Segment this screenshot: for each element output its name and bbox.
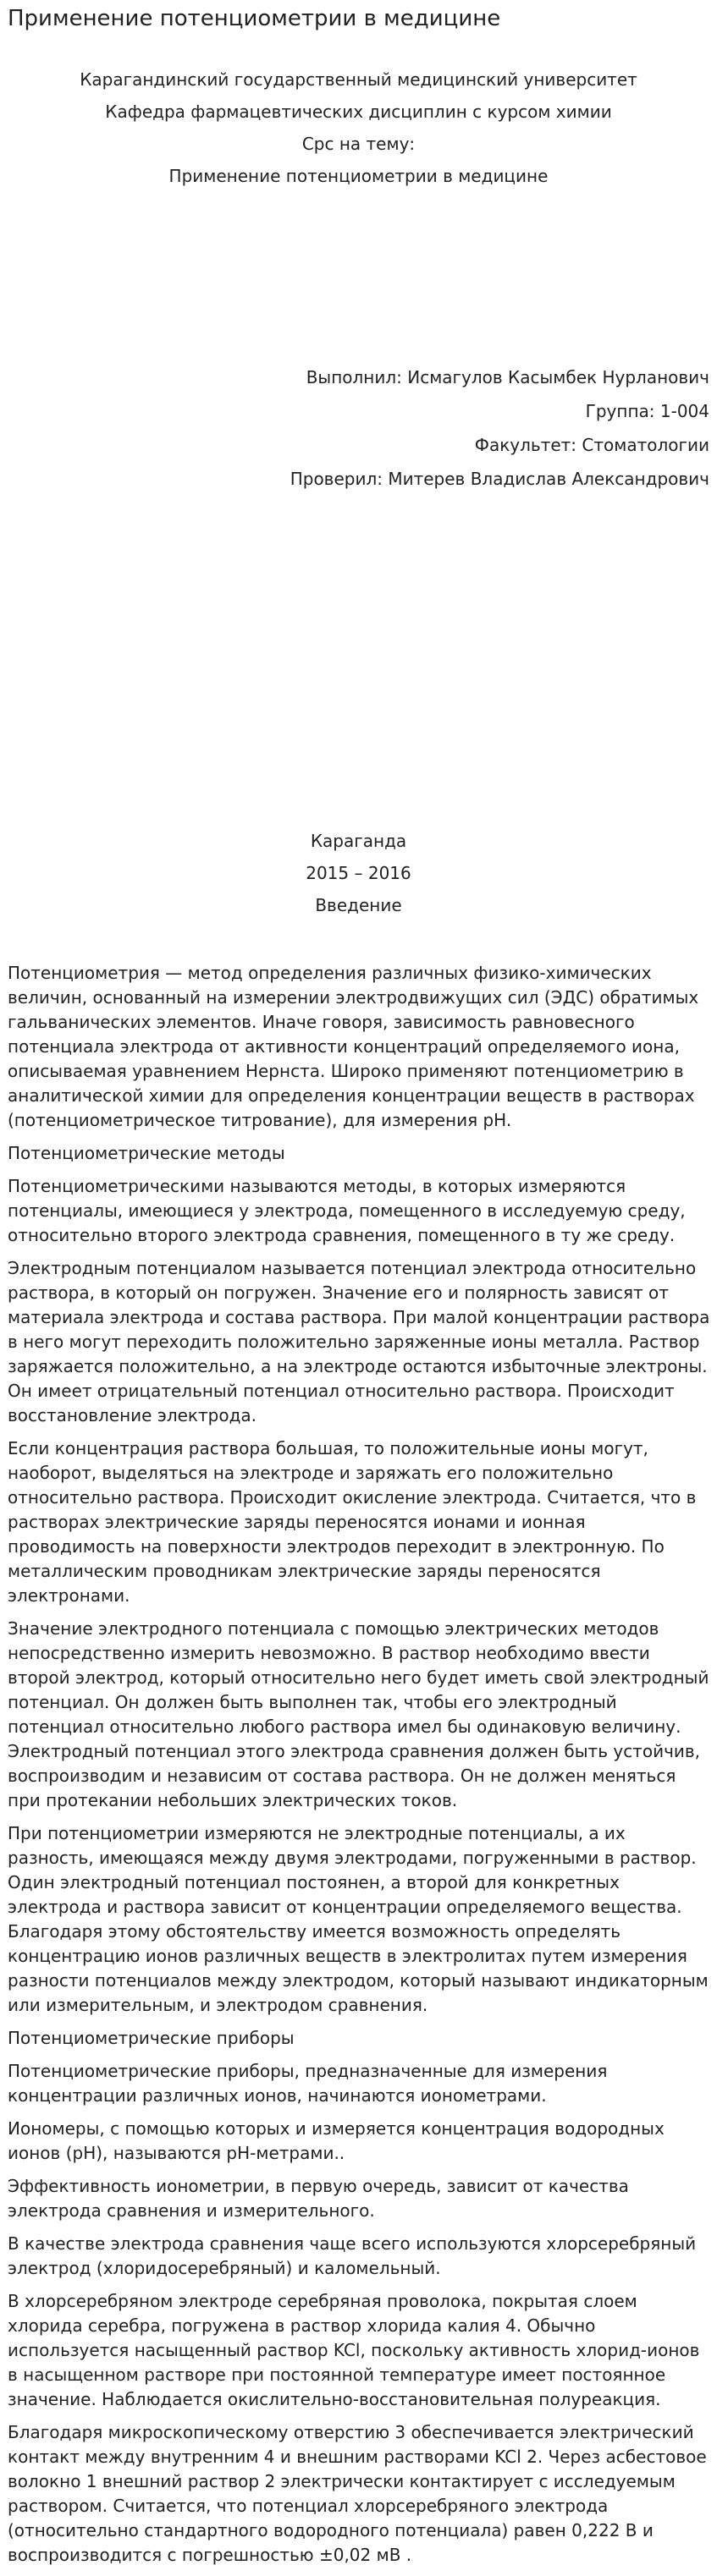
- paragraph: Благодаря микроскопическому отверстию 3 обеспечивается электрический контакт между внутренним 4 и внешним растворами KCl 2. Через асбестовое волокно 1 внешний раствор 2 электрически контактирует с исследуемым раствором. Считается, что потенциал хлорсеребряного электрода (относительно стандартного водородного потенциала) равен 0,222 В и воспроизводится с погрешностью ±0,02 мВ .: [8, 2422, 707, 2565]
- paragraph: Эффективность ионометрии, в первую очередь, зависит от качества электрода сравнения и измерительного.: [8, 2176, 629, 2221]
- paragraph: Потенциометрические приборы, предназначенные для измерения концентрации различных ионов, начинаются ионометрами.: [8, 2061, 608, 2106]
- section-heading-devices: Потенциометрические приборы: [8, 2028, 295, 2048]
- srs-label: Срс на тему:: [301, 134, 416, 154]
- title-header-block: [0, 68, 717, 196]
- intro-heading: Введение: [315, 895, 402, 915]
- group: Группа: 1-004: [585, 401, 709, 421]
- years: 2015 – 2016: [306, 863, 411, 883]
- faculty: Факультет: Стоматологии: [474, 435, 709, 455]
- body-text: [8, 961, 712, 2576]
- paragraph: В хлорсеребряном электроде серебряная проволока, покрытая слоем хлорида серебра, погружена в раствор хлорида калия 4. Обычно используется насыщенный раствор KCl, поскольку активность хлорид-ионов в насыщенном растворе при постоянной температуре имеет постоянное значение. Наблюдается окислительно-восстановительная полуреакция.: [8, 2291, 700, 2409]
- performed-by: Выполнил: Исмагулов Касымбек Нурланович: [306, 367, 709, 387]
- paragraph: Потенциометрия — метод определения различных физико-химических величин, основанный на измерении электродвижущих сил (ЭДС) обратимых гальванических элементов. Иначе говоря, зависимость равновесного потенциала электрода от активности концентраций определяемого иона, описываемая уравнением Нернста. Широко применяют потенциометрию в аналитической химии для определения концентрации веществ в растворах (потенциометрическое титрование), для измерения pH.: [8, 963, 699, 1130]
- city-year-block: [0, 829, 717, 925]
- paragraph: Потенциометрическими называются методы, в которых измеряются потенциалы, имеющиеся у электрода, помещенного в исследуемую среду, относительно второго электрода сравнения, помещенного в ту же среду.: [8, 1176, 686, 1245]
- paragraph: Если концентрация раствора большая, то положительные ионы могут, наоборот, выделяться на электроде и заряжать его положительно относительно раствора. Происходит окисление электрода. Считается, что в растворах электрические заряды переносятся ионами и ионная проводимость на поверхности электродов переходит в электронную. По металлическим проводникам электрические заряды переносятся электронами.: [8, 1438, 697, 1606]
- department-name: Кафедра фармацевтических дисциплин с курсом химии: [105, 102, 612, 122]
- paragraph: При потенциометрии измеряются не электродные потенциалы, а их разность, имеющаяся между двумя электродами, погруженными в раствор. Один электродный потенциал постоянен, а второй для конкретных электрода и раствора зависит от концентрации определяемого вещества. Благодаря этому обстоятельству имеется возможность определять концентрацию ионов различных веществ в электролитах путем измерения разности потенциалов между электродом, который называют индикаторным или измерительным, и электродом сравнения.: [8, 1823, 709, 2015]
- paragraph: Значение электродного потенциала с помощью электрических методов непосредственно измерить невозможно. В раствор необходимо ввести второй электрод, который относительно него будет иметь свой электродный потенциал. Он должен быть выполнен так, чтобы его электродный потенциал относительно любого раствора имел бы одинаковую величину. Электродный потенциал этого электрода сравнения должен быть устойчив, воспроизводим и независим от состава раствора. Он не должен меняться при протекании небольших электрических токов.: [8, 1618, 709, 1810]
- paragraph: Иономеры, с помощью которых и измеряется концентрация водородных ионов (pH), называются pH-метрами..: [8, 2118, 665, 2163]
- document-title: Применение потенциометрии в медицине: [8, 6, 501, 31]
- city: Караганда: [310, 831, 407, 851]
- university-name: Карагандинский государственный медицинский университет: [80, 69, 637, 90]
- author-block: [290, 365, 709, 501]
- paragraph: Электродным потенциалом называется потенциал электрода относительно раствора, в который он погружен. Значение его и полярность зависят от материала электрода и состава раствора. При малой концентрации раствора в него могут переходить положительно заряженные ионы металла. Раствор заряжается положительно, а на электроде остаются избыточные электроны. Он имеет отрицательный потенциал относительно раствора. Происходит восстановление электрода.: [8, 1258, 710, 1425]
- paragraph: В качестве электрода сравнения чаще всего используются хлорсеребряный электрод (хлоридосеребряный) и каломельный.: [8, 2233, 697, 2278]
- section-heading-methods: Потенциометрические методы: [8, 1143, 285, 1163]
- topic-title: Применение потенциометрии в медицине: [168, 166, 549, 186]
- checked-by: Проверил: Митерев Владислав Александрович: [290, 469, 709, 489]
